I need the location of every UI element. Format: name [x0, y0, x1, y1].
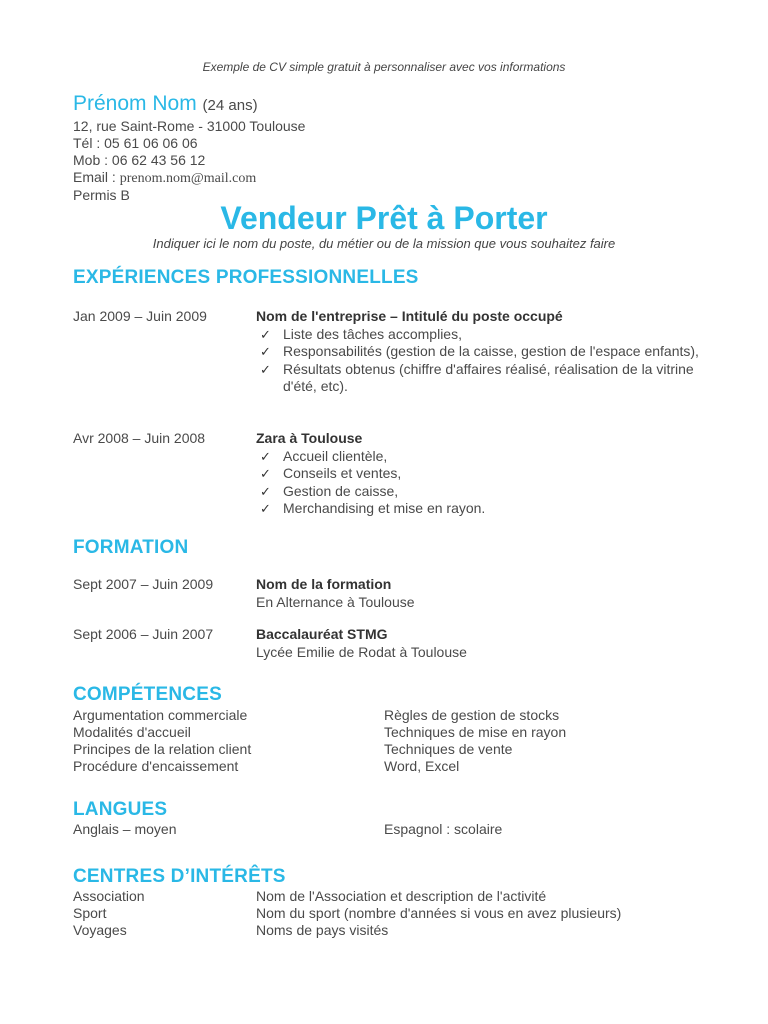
job-title: Vendeur Prêt à Porter	[220, 200, 548, 236]
list-item: Modalités d'accueil	[73, 724, 191, 740]
experience-bullets	[256, 448, 706, 518]
interest-value: Nom de l'Association et description de l'activité	[256, 888, 547, 904]
formation-heading: Nom de la formation	[256, 576, 392, 592]
bullet-text: Merchandising et mise en rayon.	[283, 500, 486, 516]
mobile: Mob : 06 62 43 56 12	[73, 152, 206, 168]
list-item	[256, 500, 706, 518]
section-title-interets: CENTRES D’INTÉRÊTS	[73, 866, 286, 887]
bullet-text: Liste des tâches accomplies,	[283, 325, 462, 342]
interest-value: Noms de pays visités	[256, 922, 389, 938]
list-item: Argumentation commerciale	[73, 707, 248, 723]
job-subtitle: Indiquer ici le nom du poste, du métier ou de la mission que vous souhaitez faire	[152, 236, 616, 251]
formation-body	[256, 626, 706, 661]
email-label: Email :	[73, 169, 120, 185]
formation-date: Sept 2006 – Juin 2007	[73, 626, 214, 642]
name-line	[73, 92, 305, 118]
list-item	[256, 343, 706, 361]
experience-heading: Nom de l'entreprise – Intitulé du poste occupé	[256, 308, 563, 324]
formation-detail: En Alternance à Toulouse	[256, 593, 415, 610]
experience-heading: Zara à Toulouse	[256, 430, 363, 446]
formation-heading: Baccalauréat STMG	[256, 626, 388, 642]
experience-date: Avr 2008 – Juin 2008	[73, 430, 206, 446]
language-item: Anglais – moyen	[73, 821, 177, 837]
check-icon: ✓	[260, 448, 271, 464]
bullet-text: Résultats obtenus (chiffre d'affaires réalisé, réalisation de la vitrine d'été, etc).	[283, 360, 694, 394]
competences-col-1	[73, 707, 251, 775]
list-item: Procédure d'encaissement	[73, 758, 239, 774]
section-title-langues: LANGUES	[73, 799, 168, 820]
bullet-text: Gestion de caisse,	[283, 482, 399, 499]
bullet-text: Conseils et ventes,	[283, 465, 402, 481]
interests-values	[256, 888, 621, 939]
experience-body	[256, 430, 706, 518]
top-note: Exemple de CV simple gratuit à personnaliser avec vos informations	[202, 60, 566, 74]
check-icon: ✓	[260, 483, 271, 499]
contact-block	[73, 92, 305, 204]
section-title-formation: FORMATION	[73, 537, 189, 558]
address: 12, rue Saint-Rome - 31000 Toulouse	[73, 118, 306, 134]
formation-detail: Lycée Emilie de Rodat à Toulouse	[256, 643, 467, 660]
check-icon: ✓	[260, 344, 271, 359]
formation-body	[256, 576, 706, 611]
language-item: Espagnol : scolaire	[384, 821, 503, 837]
driving-licence: Permis B	[73, 187, 130, 203]
formation-date: Sept 2007 – Juin 2009	[73, 576, 214, 592]
list-item: Word, Excel	[384, 758, 460, 774]
phone: Tél : 05 61 06 06 06	[73, 135, 198, 151]
list-item	[256, 448, 706, 466]
interest-value: Nom du sport (nombre d'années si vous en avez plusieurs)	[256, 905, 622, 921]
experience-date: Jan 2009 – Juin 2009	[73, 308, 207, 324]
check-icon: ✓	[260, 361, 271, 377]
check-icon: ✓	[260, 466, 271, 481]
interest-label: Association	[73, 888, 145, 904]
age: (24 ans)	[202, 97, 258, 114]
interest-label: Sport	[73, 905, 107, 921]
check-icon: ✓	[260, 501, 271, 516]
interest-label: Voyages	[73, 922, 127, 938]
list-item	[256, 465, 706, 483]
experience-body	[256, 308, 706, 396]
full-name: Prénom Nom	[73, 92, 197, 115]
list-item	[256, 361, 706, 396]
interests-labels	[73, 888, 145, 939]
list-item: Techniques de mise en rayon	[384, 724, 567, 740]
email-address: prenom.nom@mail.com	[119, 171, 257, 186]
bullet-text: Accueil clientèle,	[283, 447, 388, 464]
email-line	[73, 169, 305, 187]
bullet-text: Responsabilités (gestion de la caisse, gestion de l'espace enfants),	[283, 343, 699, 359]
check-icon: ✓	[260, 326, 271, 342]
list-item: Techniques de vente	[384, 741, 513, 757]
section-title-experiences: EXPÉRIENCES PROFESSIONNELLES	[73, 267, 419, 288]
section-title-competences: COMPÉTENCES	[73, 684, 222, 705]
list-item: Règles de gestion de stocks	[384, 707, 560, 723]
experience-bullets	[256, 326, 706, 396]
list-item	[256, 483, 706, 501]
list-item: Principes de la relation client	[73, 741, 252, 757]
competences-col-2	[384, 707, 566, 775]
list-item	[256, 326, 706, 344]
